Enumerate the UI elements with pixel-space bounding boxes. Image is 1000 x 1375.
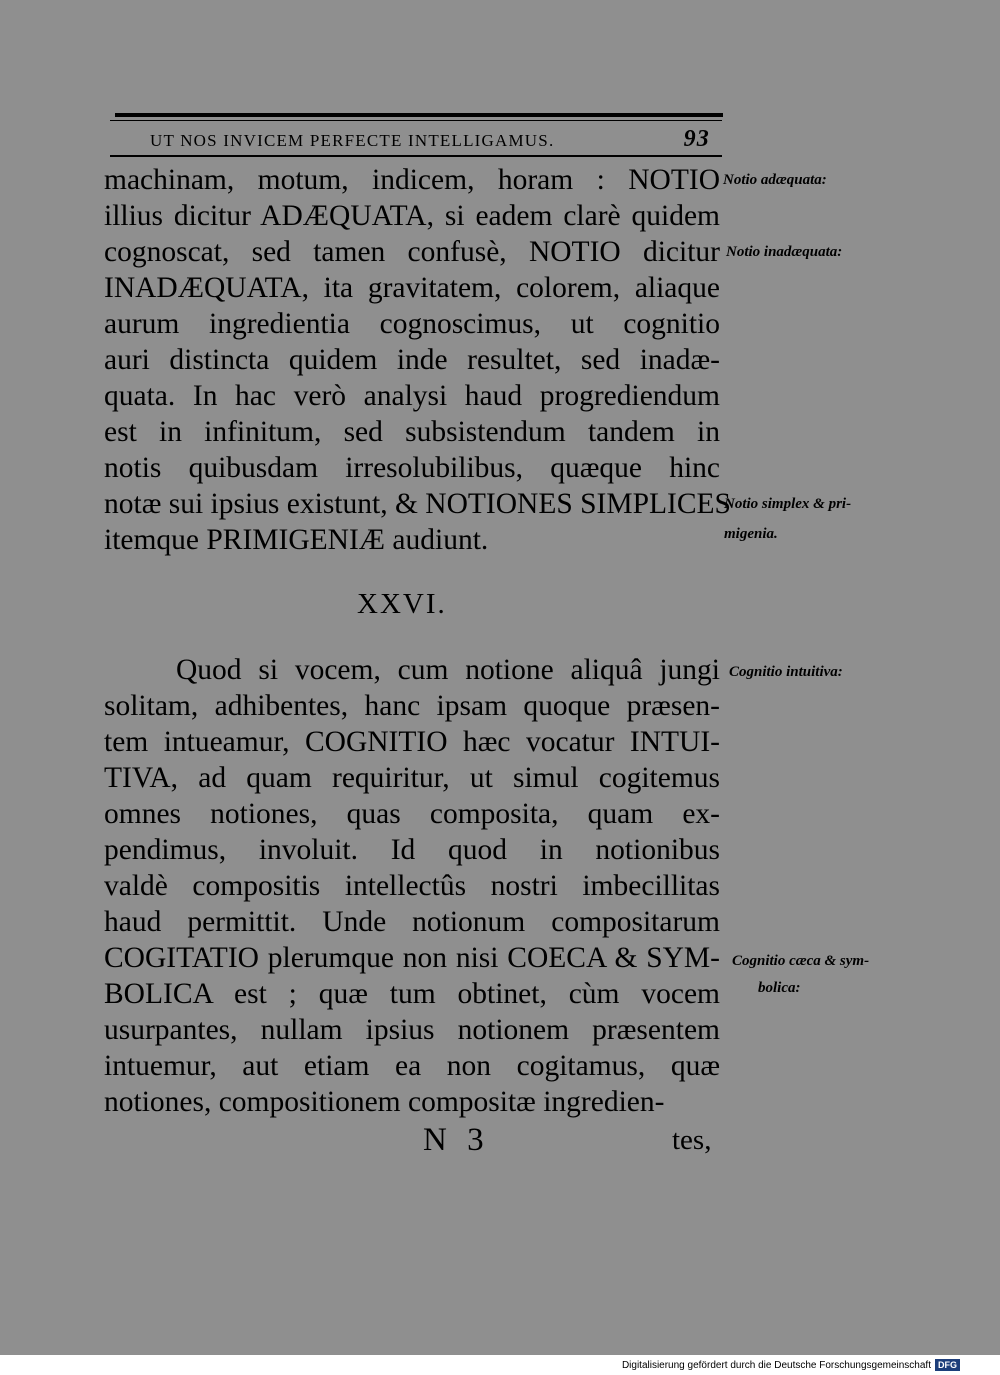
text-line: omnes notiones, quas composita, quam ex- [104,798,720,830]
margin-note-cognitio-caeca-line2: bolica: [758,980,801,996]
text-line: est in infinitum, sed subsistendum tandem in [104,416,720,448]
text-line: notis quibusdam irresolubilibus, quæque hinc [104,452,720,484]
margin-note-notio-inadaequata: Notio inadæquata: [726,244,843,260]
text-line: notiones, compositionem compositæ ingredien- [104,1086,665,1118]
footer [622,1359,960,1371]
signature-mark: N 3 [423,1122,490,1158]
text-line: INADÆQUATA, ita gravitatem, colorem, aliaque [104,272,720,304]
text-line: pendimus, involuit. Id quod in notionibus [104,834,720,866]
header-rule-thin [110,120,722,121]
header-rule-bottom [110,155,722,157]
text-line: Quod si vocem, cum notione aliquâ jungi [176,654,720,686]
text-line: notæ sui ipsius existunt, & NOTIONES SIMPLICES [104,488,731,520]
text-line: aurum ingredientia cognoscimus, ut cognitio [104,308,720,340]
text-line: cognoscat, sed tamen confusè, NOTIO dicitur [104,236,720,268]
text-line: haud permittit. Unde notionum compositarum [104,906,720,938]
page-number: 93 [683,126,710,152]
text-line: TIVA, ad quam requiritur, ut simul cogitemus [104,762,720,794]
header-rule-top [115,113,723,117]
text-line: itemque PRIMIGENIÆ audiunt. [104,524,489,556]
text-line: usurpantes, nullam ipsius notionem præsentem [104,1014,720,1046]
text-line: quata. In hac verò analysi haud progrediendum [104,380,720,412]
running-head-title: UT NOS INVICEM PERFECTE INTELLIGAMUS. [150,131,555,150]
margin-note-notio-simplex-line2: migenia. [724,526,778,542]
text-line: illius dicitur ADÆQUATA, si eadem clarè quidem [104,200,720,232]
margin-note-notio-simplex-line1: Notio simplex & pri- [724,496,852,512]
text-line: valdè compositis intellectûs nostri imbecillitas [104,870,720,902]
text-line: machinam, motum, indicem, horam : NOTIO [104,164,720,196]
dfg-logo: DFG [935,1359,960,1371]
text-line: tem intueamur, COGNITIO hæc vocatur INTUI- [104,726,720,758]
text-line: solitam, adhibentes, hanc ipsam quoque præsen- [104,690,720,722]
margin-note-cognitio-intuitiva: Cognitio intuitiva: [729,664,843,680]
catchword: tes, [672,1124,712,1156]
footer-text: Digitalisierung gefördert durch die Deutsche Forschungsgemeinschaft [621,1359,931,1371]
text-line: intuemur, aut etiam ea non cogitamus, quæ [104,1050,720,1082]
text-line: auri distincta quidem inde resultet, sed inadæ- [104,344,720,376]
margin-note-notio-adaequata: Notio adæquata: [723,172,827,188]
running-head [150,126,710,153]
section-heading: XXVI. [357,588,447,620]
margin-note-cognitio-caeca-line1: Cognitio cæca & sym- [732,953,870,969]
text-line: BOLICA est ; quæ tum obtinet, cùm vocem [104,978,720,1010]
text-line: COGITATIO plerumque non nisi COECA & SYM- [104,942,720,974]
